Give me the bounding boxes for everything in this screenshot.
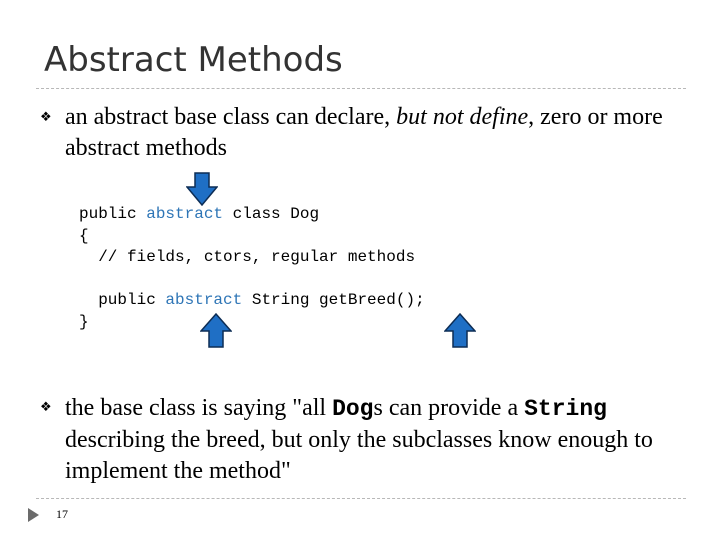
bullet1-emphasis: but not define — [396, 104, 529, 130]
code-line-3: // fields, ctors, regular methods — [79, 248, 416, 266]
bullet1-text-before: an abstract base class can declare, — [65, 104, 397, 130]
code-line-2: { — [79, 227, 89, 245]
bullet-icon: ❖ — [40, 400, 52, 415]
page-marker-icon — [28, 508, 39, 522]
bullet2-text: describing the breed, but only the subclasses know enough to implement the method" — [65, 427, 653, 484]
code-line-1 — [79, 203, 319, 225]
code-keyword: abstract — [165, 291, 243, 309]
bullet1-text-after: , zero or more abstract methods — [65, 104, 663, 161]
code-keyword: abstract — [146, 205, 224, 223]
code-line-6: } — [79, 313, 89, 331]
bullet2-text: s can provide a — [373, 395, 525, 421]
page-number: 17 — [56, 507, 68, 521]
bullet2-text: the base class is saying "all — [65, 395, 333, 421]
footer-divider — [36, 498, 686, 499]
bullet2-code: String — [524, 396, 607, 422]
code-text: public — [79, 205, 147, 223]
bullet-text-2 — [65, 393, 705, 487]
code-text: public — [79, 291, 166, 309]
title-divider — [36, 88, 686, 89]
arrow-down-icon — [186, 172, 218, 206]
bullet-text-1 — [65, 102, 705, 164]
bullet-icon: ❖ — [40, 110, 52, 125]
arrow-up-icon — [200, 313, 232, 349]
arrow-up-icon — [444, 313, 476, 349]
code-line-5 — [79, 289, 425, 311]
code-text: String getBreed(); — [242, 291, 425, 309]
code-text: class Dog — [223, 205, 320, 223]
bullet2-code: Dog — [332, 396, 374, 422]
slide-title: Abstract Methods — [44, 40, 343, 80]
